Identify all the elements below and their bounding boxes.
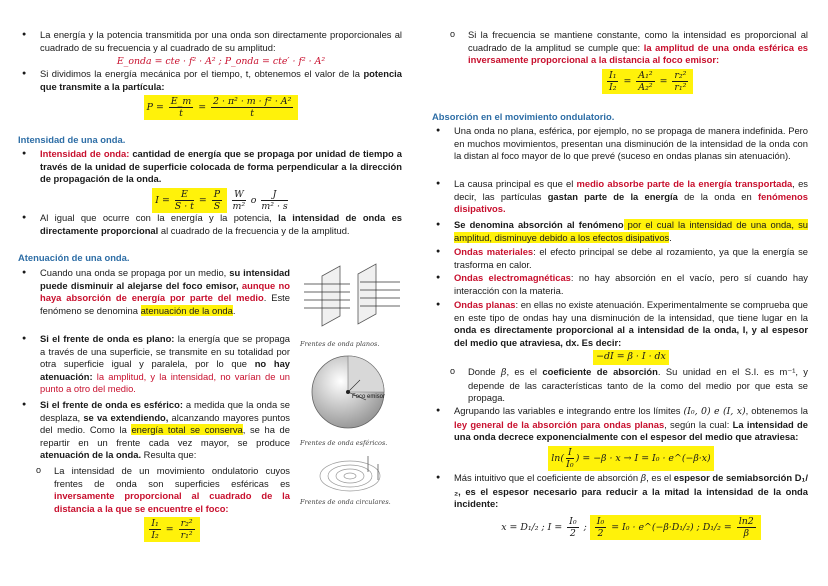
equation-amplitude-distance: $\frac{\text{I₁}}{\text{I₂}}$ = $\frac{\text{A₁²}}{\text{A₂²}}$ = $\frac{\text{r₂²}}{\text{r₁²}}$ [602, 69, 693, 94]
bullet-energy-power: ● La energía y la potencia transmitida por una onda son directamente proporcionales al cuadrado de su frecuencia y al cuadrado de su amplitud: [18, 29, 402, 54]
paragraph-absorption-intro: ● Una onda no plana, esférica, por ejemplo, no se propaga de manera indefinida. Pero en muchos movimientos, presentan una disminución de la intensidad de la onda con la distan al foco mayor de lo que prevé (suceso en ondas planas sin atenuación). [432, 125, 808, 163]
caption-spherical-fronts: Frentes de onda esféricos. [300, 439, 388, 447]
paragraph-em-waves: ● Ondas electromagnéticas: no hay absorción en el vacío, pero sí cuando hay interacción con la materia. [432, 272, 808, 297]
equation-exponential-law: ln( $\frac{I}{\text{I₀}}$ ) = −β · x → I = I₀ · e^(−β·x) [548, 446, 713, 471]
paragraph-amplitude-distance: o Si la frecuencia se mantiene constante, como la intensidad es proporcional al cuadrado de la amplitud se cumple que: la amplitud de una onda esférica es inversamente proporcional a la distancia al foco emisor: $\frac{\text{I₁}}{\text{I₂}}$ = $\frac{\text{A₁²}}{\text{A₂²}}$ = $\frac{\text{r₂²}}{\text{r₁²}}$ [432, 29, 808, 94]
equation-power: P = $\frac{E\_m}{t}$ = $\frac{\text{2 · π² · m · f² · A²}}{t}$ [144, 95, 299, 120]
paragraph-general-law: ● Agrupando las variables e integrando entre los límites (I₀, 0) e (I, x), obtenemos la ley general de la absorción para ondas planas, según la cual: La intensidad de una onda decrece exponencialmente con el espesor del medio que atraviesa: ln( $\frac{I}{\text{I₀}}$ ) = −β · x → I = I₀ · e^(−β·x) [432, 405, 808, 471]
paragraph-inverse-square: o La intensidad de un movimiento ondulatorio cuyos frentes de onda son superficies esféricas es inversamente proporcional al cuadrado de la distancia a la que se encuentre el foco: $\frac{\text{I₁}}{\text{I₂}}$ = $\frac{\text{r₂²}}{\text{r₁²}}$ [18, 465, 290, 542]
paragraph-absorption-coefficient: o Donde β, es el coeficiente de absorción. Su unidad en el S.I. es m⁻¹, y depende de las características tanto de la como del medio por que esta se propaga. [432, 366, 808, 405]
paragraph-plane-front: ● Si el frente de onda es plano: la energía que se propaga a través de una superficie, se transmite en su totalidad por otra superficie igual y paralela, por lo que no hay atenuación: la amplitud, y la intensidad, no varían de un punto a otro del medio. [18, 333, 290, 396]
paragraph-attenuation: ● Cuando una onda se propaga por un medio, su intensidad puede disminuir al alejarse del foco emisor, aunque no haya absorción de energía por parte del medio. Este fenómeno se denomina atenuación de la onda. [18, 267, 290, 317]
heading-intensity: Intensidad de una onda. [18, 134, 126, 145]
plane-wavefronts-figure [300, 262, 412, 342]
paragraph-spherical-front: ● Si el frente de onda es esférico: a medida que la onda se desplaza, se va extendiendo, alcanzando mayores puntos del medio. Como la energía total se conserva, se ha de repartir en un frente cada vez mayor, se produce atenuación de la onda. Resulta que: [18, 399, 290, 462]
paragraph-material-waves: ● Ondas materiales: el efecto principal se debe al rozamiento, ya que la energía se trasforma en calor. [432, 246, 808, 271]
heading-absorption: Absorción en el movimiento ondulatorio. [432, 111, 615, 122]
paragraph-intensity: ● Intensidad de onda: cantidad de energía que se propaga por unidad de tiempo a través de la unidad de superficie colocada de forma perpendicular a la dirección de propagación de la onda. I = $\frac{E}{S \cdot t}$ = $\frac{P}{S}$ $\frac{W}{\text{m²}}$ o $\frac{J}{\text{m² · s}}$ [18, 148, 402, 213]
paragraph-plane-waves: ● Ondas planas: en ellas no existe atenuación. Experimentalmente se comprueba que en este tipo de ondas hay una disminución de la intensidad, que tiene lugar en la onda es directamente proporcional al a intensidad de la onda, I, y al espesor del medio que atraviesa, dx. Es decir: −dI = β · I · dx [432, 299, 808, 365]
equation-half-value: x = D₁/₂ ; I = $\frac{\text{I₀}}{2}$ ; $\frac{\text{I₀}}{2}$ = I₀ · e^(−β·D₁/₂) ; D₁/₂ = $\frac{\ln 2}{\beta}$ [501, 522, 761, 533]
equation-differential: −dI = β · I · dx [593, 350, 669, 365]
foco-emisor-label: Foco emisor [352, 394, 386, 400]
paragraph-energy-power [18, 29, 402, 69]
paragraph-absorption-cause: ● La causa principal es que el medio absorbe parte de la energía transportada, es decir, las partículas gastan parte de la energía de la onda en fenómenos disipativos. [432, 178, 808, 216]
equation-energy: E_onda = cte · f² · A² ; P_onda = cte′ · f² · A² [116, 56, 326, 68]
paragraph-absorption-definition: ● Se denomina absorción al fenómeno por el cual la intensidad de una onda, su amplitud, disminuye debido a los efectos disipativos. [432, 219, 808, 244]
heading-attenuation: Atenuación de una onda. [18, 252, 130, 263]
caption-plane-fronts: Frentes de onda planos. [300, 340, 380, 348]
caption-circular-fronts: Frentes de onda circulares. [300, 498, 391, 506]
paragraph-power: ● Si dividimos la energía mecánica por el tiempo, t, obtenemos el valor de la potencia que transmite a la partícula: P = $\frac{E\_m}{t}$ = $\frac{\text{2 · π² · m · f² · A²}}{t}$ [18, 68, 402, 120]
circular-wavefronts-figure [318, 450, 398, 495]
paragraph-half-value-thickness: ● Más intuitivo que el coeficiente de absorción β, es el espesor de semiabsorción D₁/₂, es el espesor necesario para reducir a la mitad la intensidad de la onda incidente: x = D₁/₂ ; I = $\frac{\text{I₀}}{2}$ ; $\frac{\text{I₀}}{2}$ = I₀ · e^(−β·D₁/₂) ; D₁/₂ = $\frac{\ln 2}{\beta}$ [432, 472, 808, 540]
equation-intensity: I = $\frac{E}{S \cdot t}$ = $\frac{P}{S}$ $\frac{W}{\text{m²}}$ o $\frac{J}{\text{m² · s}}$ [152, 195, 289, 206]
paragraph-intensity-proportional: ● Al igual que ocurre con la energía y la potencia, la intensidad de onda es directamente proporcional al cuadrado de la frecuencia y de la amplitud. [18, 212, 402, 237]
equation-inverse-square: $\frac{\text{I₁}}{\text{I₂}}$ = $\frac{\text{r₂²}}{\text{r₁²}}$ [144, 517, 199, 542]
